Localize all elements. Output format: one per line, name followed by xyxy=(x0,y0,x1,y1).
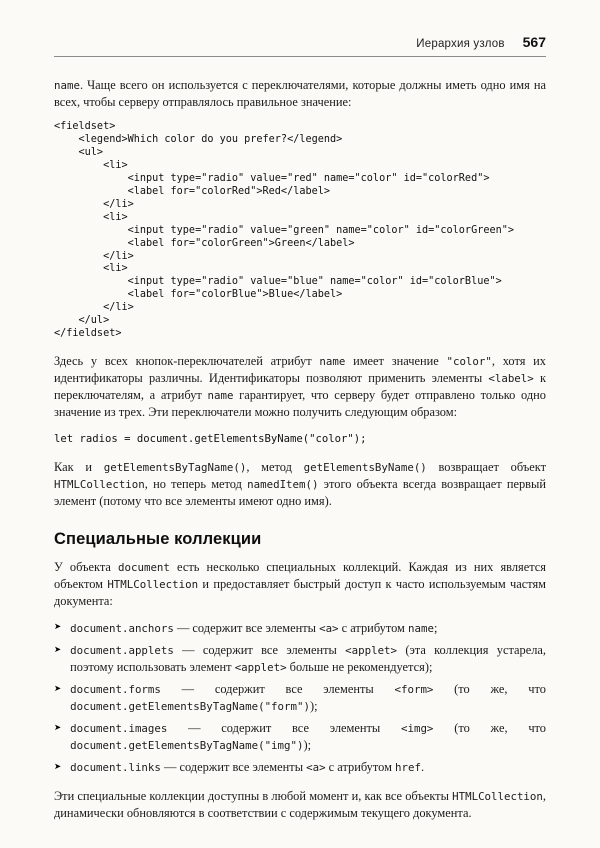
text-run: больше не рекомендуется); xyxy=(286,659,433,674)
inline-code: document xyxy=(118,560,170,574)
text-run: и предоставляет быстрый доступ к часто используемым частям документа: xyxy=(54,576,546,608)
list-item-text xyxy=(70,720,546,753)
text-run: ); xyxy=(309,698,318,713)
list-item xyxy=(54,720,546,753)
code-block-fieldset-example: <fieldset> <legend>Which color do you prefer?</legend> <ul> <li> <input type="radio" value="red" name="color" id="colorRed"> <label for="colorRed">Red</label> </li> <li> <input type="radio" value="green" name="color" id="colorGreen"> <label for="colorGreen">Green</label> </li> <li> <input type="radio" value="blue" name="color" id="colorBlue"> <label for="colorBlue">Blue</label> </li> </ul> </fieldset> xyxy=(54,120,515,340)
text-run: У объекта xyxy=(54,559,119,574)
list-item xyxy=(54,759,546,776)
text-run: — содержит все элементы xyxy=(160,682,395,697)
list-item xyxy=(54,681,546,714)
paragraph-special-collections-outro xyxy=(54,788,546,822)
inline-code: document.getElementsByTagName("img") xyxy=(70,738,304,752)
inline-code: name xyxy=(54,79,80,92)
text-run: с атрибутом xyxy=(325,760,396,775)
bullet-arrow-icon: ➤ xyxy=(54,622,62,633)
list-item xyxy=(54,642,546,675)
inline-code: HTMLCollection xyxy=(452,789,543,803)
text-run: — содержит все элементы xyxy=(160,760,307,775)
inline-code: name xyxy=(319,355,346,369)
list-item-text xyxy=(70,681,546,714)
text-run: с атрибутом xyxy=(338,620,408,635)
paragraph-radio-explanation xyxy=(54,353,546,421)
text-run: , метод xyxy=(246,459,304,474)
inline-code: name xyxy=(207,389,234,403)
text-run: , хотя их идентификаторы различны. Идентификаторы позволяют применить элементы xyxy=(54,354,546,386)
text-run: имеет значение xyxy=(345,354,447,369)
section-heading-special-collections: Специальные коллекции xyxy=(54,529,262,548)
inline-code: document.getElementsByTagName("form") xyxy=(70,699,310,713)
text-run: Эти специальные коллекции доступны в любой момент и, как все объекты xyxy=(54,788,453,803)
inline-code: <form> xyxy=(394,683,434,697)
list-item xyxy=(54,620,546,637)
inline-code: namedItem() xyxy=(247,477,319,491)
text-run: . xyxy=(420,760,425,775)
inline-code: <applet> xyxy=(345,644,398,658)
inline-code: <a> xyxy=(319,621,339,635)
inline-code: document.links xyxy=(70,761,161,775)
special-collections-list xyxy=(54,620,546,776)
text-run: гарантирует, что серверу будет отправлено только одно значение из трех. Эти переключатели можно получить следующим образом: xyxy=(54,388,546,420)
text-run: Здесь у всех кнопок-переключателей атрибут xyxy=(54,354,320,369)
text-run: , но теперь метод xyxy=(144,476,248,491)
inline-code: href xyxy=(395,761,421,775)
bullet-arrow-icon: ➤ xyxy=(54,761,62,772)
inline-code: document.forms xyxy=(70,683,161,697)
text-run: (то же, что xyxy=(433,721,546,736)
paragraph-nameditem-behavior xyxy=(54,459,546,510)
text-run: — содержит все элементы xyxy=(173,643,346,658)
bullet-arrow-icon: ➤ xyxy=(54,722,62,733)
text-run: , динамически обновляются в соответствии с содержимым текущего документа. xyxy=(54,788,546,820)
inline-code: getElementsByName() xyxy=(303,460,427,474)
text-run: — содержит все элементы xyxy=(173,620,320,635)
text-run: есть несколько специальных коллекций. Каждая из них является объектом xyxy=(54,559,546,591)
paragraph-special-collections-intro xyxy=(54,559,546,610)
inline-code: <img> xyxy=(401,722,434,736)
text-run: — содержит все элементы xyxy=(167,721,401,736)
inline-code: document.anchors xyxy=(70,621,174,635)
bullet-arrow-icon: ➤ xyxy=(54,683,62,694)
list-item-text xyxy=(70,642,546,675)
inline-code: <a> xyxy=(306,761,326,775)
inline-code: <label> xyxy=(488,372,534,386)
text-run: (то же, что xyxy=(433,682,546,697)
inline-code: "color" xyxy=(446,355,492,369)
text-run: возвращает объект xyxy=(426,459,546,474)
paragraph-name-attribute xyxy=(54,77,546,111)
text-run: Как и xyxy=(54,459,104,474)
list-item-text xyxy=(70,620,546,637)
inline-code: HTMLCollection xyxy=(54,477,145,491)
text-run: к переключателям, а атрибут xyxy=(54,371,546,403)
inline-code: getElementsByTagName() xyxy=(103,460,247,474)
page-number: 567 xyxy=(522,34,546,50)
bullet-arrow-icon: ➤ xyxy=(54,644,62,655)
list-item-text xyxy=(70,759,546,776)
inline-code: document.applets xyxy=(70,644,174,658)
inline-code: HTMLCollection xyxy=(107,577,199,591)
running-head xyxy=(54,34,546,57)
chapter-section-title: Иерархия узлов xyxy=(416,38,505,50)
inline-code: <applet> xyxy=(234,660,287,674)
text-run: ; xyxy=(433,620,438,635)
text-run: (эта коллекция устарела, поэтому использовать элемент xyxy=(70,643,546,674)
text-run: . Чаще всего он используется с переключателями, которые должны иметь одно имя на всех, чтобы серверу отправлялось правильное значение: xyxy=(54,78,546,109)
text-run: этого объекта всегда возвращает первый элемент (потому что все элементы имеют одно имя). xyxy=(54,476,546,508)
text-run: ); xyxy=(303,737,312,752)
inline-code: document.images xyxy=(70,722,168,736)
page-body xyxy=(54,77,546,822)
code-line-getelementsbyname: let radios = document.getElementsByName("color"); xyxy=(54,433,367,446)
inline-code: name xyxy=(408,621,434,635)
